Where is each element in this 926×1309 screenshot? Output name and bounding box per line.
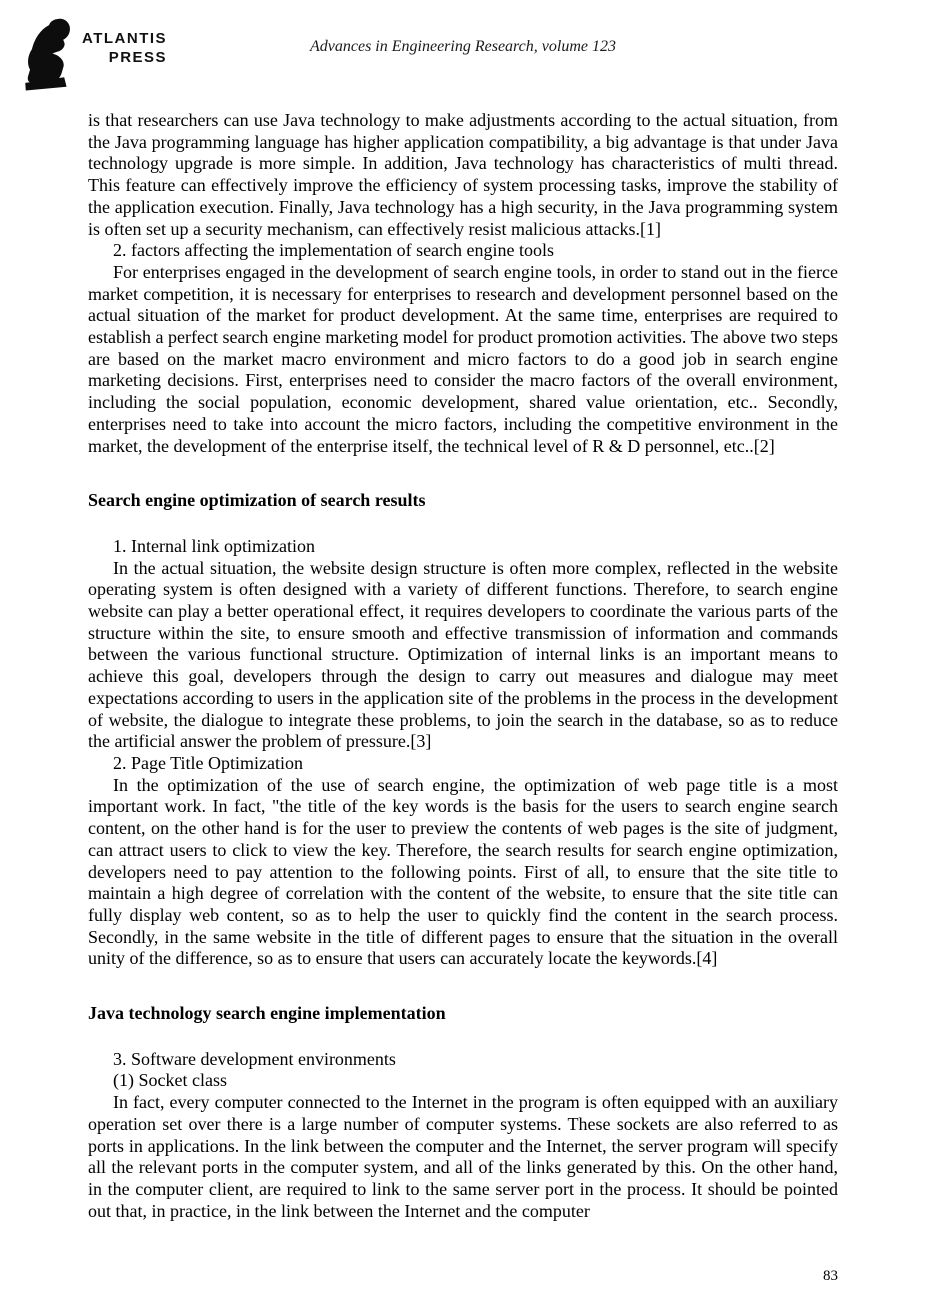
page-number: 83 — [823, 1268, 838, 1284]
numbered-item-line: 1. Internal link optimization — [113, 535, 315, 556]
paragraph: For enterprises engaged in the development of search engine tools, in order to stand out in the fierce market competition, it is necessary for enterprises to research and development personnel based on the actual situation of the market for product development. At the same time, enterprises are required to establish a perfect search engine marketing model for product promotion activities. The above two steps are based on the market macro environment and micro factors to do a good job in search engine marketing decisions. First, enterprises need to consider the macro factors of the overall environment, including the social population, economic development, shared value orientation, etc.. Secondly, enterprises need to take into account the micro factors, including the competitive environment in the market, the development of the enterprise itself, the technical level of R & D personnel, etc..[2] — [88, 261, 838, 456]
paragraph: In fact, every computer connected to the Internet in the program is often equipped with an auxiliary operation set over there is a large number of computer systems. These sockets are also referred to as ports in applications. In the link between the computer and the Internet, the server program will specify all the relevant ports in the computer system, and all of the links generated by this. On the other hand, in the computer client, are required to link to the same server port in the process. It should be pointed out that, in practice, in the link between the Internet and the computer — [88, 1092, 838, 1221]
paragraph: In the optimization of the use of search engine, the optimization of web page title is a most important work. In fact, "the title of the key words is the basis for the users to search engine search content, on the other hand is for the user to preview the contents of web pages is the site of judgment, can attract users to click to view the key. Therefore, the search results for search engine optimization, developers need to pay attention to the following points. First of all, to ensure that the site title to maintain a high degree of correlation with the content of the website, to ensure that the site title can fully display web content, so as to help the user to quickly find the content in the search process. Secondly, in the same website in the title of different pages to ensure that the situation in the overall unity of the difference, so as to ensure that users can accurately locate the keywords.[4] — [88, 774, 838, 969]
paragraph: In the actual situation, the website design structure is often more complex, reflected in the website operating system is often designed with a variety of different functions. Therefore, to search engine website can play a better operational effect, it requires developers to coordinate the various parts of the structure within the site, to ensure smooth and effective transmission of information and commands between the various functional structure. Optimization of internal links is an important means to achieve this goal, developers through the design to carry out measures and dialogue may meet expectations according to users in the application site of the problems in the process in the development of website, the dialogue to integrate these problems, to join the search in the database, so as to reduce the artificial answer the problem of pressure.[3] — [88, 557, 838, 752]
numbered-item-line: 2. Page Title Optimization — [113, 752, 304, 773]
paper-body — [88, 110, 838, 1222]
logo-word-atlantis: ATLANTIS — [82, 30, 168, 47]
section-heading-java-implementation: Java technology search engine implementation — [88, 1003, 446, 1024]
numbered-item-line: 2. factors affecting the implementation of search engine tools — [113, 240, 555, 261]
numbered-item-line: 3. Software development environments — [113, 1048, 396, 1069]
paragraph: is that researchers can use Java technology to make adjustments according to the actual situation, from the Java programming language has higher application compatibility, a big advantage is that under Java technology upgrade is more simple. In addition, Java technology has characteristics of multi thread. This feature can effectively improve the efficiency of system processing tasks, improve the stability of the application execution. Finally, Java technology has a high security, in the Java programming system is often set up a security mechanism, can effectively resist malicious attacks.[1] — [88, 110, 838, 239]
journal-title: Advances in Engineering Research, volume 123 — [310, 38, 616, 55]
numbered-item-line: (1) Socket class — [113, 1070, 227, 1091]
page-header — [0, 0, 926, 100]
section-heading-search-engine-optimization: Search engine optimization of search results — [88, 490, 426, 511]
page-footer — [88, 1268, 838, 1285]
logo-word-press: PRESS — [108, 49, 168, 66]
